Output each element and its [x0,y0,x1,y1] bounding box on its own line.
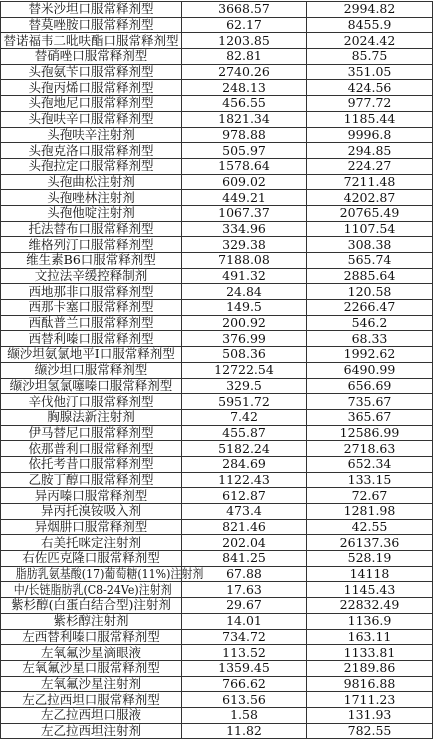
drug-name-cell [1,205,182,221]
drug-name-cell [1,331,182,347]
value-2-cell: 782.55 [307,723,433,739]
drug-name-cell [1,660,182,676]
value-1-cell: 2740.26 [182,64,307,80]
value-2-cell: 224.27 [307,158,433,174]
drug-name: 伊马替尼口服常释剂型 [28,424,154,440]
value-2-cell: 12586.99 [307,425,433,441]
value-1-cell: 1578.64 [182,158,307,174]
value-2-cell: 652.34 [307,456,433,472]
drug-name-cell [1,613,182,629]
table-row [1,362,433,378]
value-2-cell: 735.67 [307,394,433,410]
drug-name-cell [1,566,204,582]
table-row [1,143,433,159]
table-row [1,566,433,582]
value-2-cell: 68.33 [307,331,433,347]
table-row [1,551,433,567]
value-2-cell: 546.2 [307,315,433,331]
value-1-cell: 200.92 [182,315,307,331]
table-body [1,2,433,739]
drug-name-cell [1,425,182,441]
drug-name-cell [1,472,182,488]
table-row [1,472,433,488]
value-2-cell: 8455.9 [307,17,433,33]
drug-name: 缬沙坦氨氯地平Ⅰ口服常释剂型 [7,346,175,362]
drug-name: 文拉法辛缓控释制剂 [34,268,148,284]
value-1-cell: 14.01 [182,613,307,629]
drug-name: 紫杉醇(白蛋白结合型)注射剂 [11,597,171,613]
table-row [1,158,433,174]
drug-name-cell [1,645,182,661]
table-row [1,598,433,614]
value-1-cell: 62.17 [182,17,307,33]
drug-name: 头孢呋辛口服常释剂型 [28,111,154,127]
drug-name-cell [1,268,182,284]
drug-name-cell [1,300,182,316]
value-1-cell: 113.52 [182,645,307,661]
value-2-cell: 9816.88 [307,676,433,692]
value-1-cell: 284.69 [182,456,307,472]
value-2-cell: 4202.87 [307,190,433,206]
drug-name-cell [1,174,182,190]
drug-name-cell [1,504,182,520]
table-row [1,488,433,504]
value-1-cell: 82.81 [182,49,307,65]
drug-name: 异烟肼口服常释剂型 [34,519,148,535]
drug-name: 替莫唑胺口服常释剂型 [28,17,154,33]
value-2-cell: 131.93 [307,707,433,723]
table-row [1,268,433,284]
value-1-cell: 1203.85 [182,33,307,49]
value-2-cell: 294.85 [307,143,433,159]
value-1-cell: 473.4 [182,504,307,520]
value-1-cell: 3668.57 [182,2,307,18]
value-1-cell: 612.87 [182,488,307,504]
drug-name: 替米沙坦口服常释剂型 [28,1,154,17]
drug-data-table [0,1,433,739]
table-row [1,519,433,535]
table-row [1,284,433,300]
table-row [1,174,433,190]
value-1-cell: 149.5 [182,300,307,316]
drug-name-cell [1,441,182,457]
value-1-cell: 1821.34 [182,111,307,127]
drug-name-cell [1,347,182,363]
table-row [1,692,433,708]
drug-name-cell [1,723,182,739]
value-2-cell: 72.67 [307,488,433,504]
drug-name-cell [1,2,182,18]
drug-name-cell [1,111,182,127]
drug-name: 缬沙坦氢氯噻嗪口服常释剂型 [9,377,173,393]
table-row [1,378,433,394]
table-row [1,456,433,472]
drug-name-cell [1,394,182,410]
value-2-cell: 2266.47 [307,300,433,316]
drug-name: 左西替利嗪口服常释剂型 [22,628,160,644]
value-2-cell: 1992.62 [307,347,433,363]
drug-name: 头孢呋辛注射剂 [47,126,135,142]
drug-name: 依托考昔口服常释剂型 [28,456,154,472]
value-2-cell: 565.74 [307,253,433,269]
drug-name-cell [1,237,182,253]
value-2-cell: 424.56 [307,80,433,96]
drug-name: 依那普利口服常释剂型 [28,440,154,456]
drug-name: 右佐匹克隆口服常释剂型 [22,550,160,566]
value-1-cell: 609.02 [182,174,307,190]
value-1-cell: 455.87 [182,425,307,441]
table-row [1,645,433,661]
value-2-cell: 1133.81 [307,645,433,661]
table-row [1,707,433,723]
value-1-cell: 17.63 [182,582,307,598]
value-2-cell: 42.55 [307,519,433,535]
drug-name: 维格列汀口服常释剂型 [28,236,154,252]
drug-name: 托法替布口服常释剂型 [28,220,154,236]
drug-name-cell [1,96,182,112]
value-1-cell: 1122.43 [182,472,307,488]
table-row [1,613,433,629]
value-2-cell: 1185.44 [307,111,433,127]
value-2-cell: 308.38 [307,237,433,253]
value-1-cell: 508.36 [182,347,307,363]
value-1-cell: 24.84 [182,284,307,300]
drug-name-cell [1,582,182,598]
table-row [1,425,433,441]
table-row [1,441,433,457]
value-2-cell: 26137.36 [307,535,433,551]
value-1-cell: 11.82 [182,723,307,739]
value-1-cell: 505.97 [182,143,307,159]
drug-name: 替硝唑口服常释剂型 [34,48,148,64]
value-1-cell: 7.42 [182,409,307,425]
drug-name-cell [1,456,182,472]
drug-name: 西地那非口服常释剂型 [28,283,154,299]
value-2-cell: 22832.49 [307,598,433,614]
table-row [1,300,433,316]
value-2-cell: 1145.43 [307,582,433,598]
value-2-cell: 7211.48 [307,174,433,190]
drug-name-cell [1,535,182,551]
drug-name-cell [1,598,182,614]
value-1-cell: 334.96 [182,221,307,237]
table-row [1,80,433,96]
value-2-cell: 163.11 [307,629,433,645]
value-2-cell: 2885.64 [307,268,433,284]
table-row [1,221,433,237]
drug-name-cell [1,409,182,425]
drug-name-cell [1,221,182,237]
table-row [1,582,433,598]
drug-name-cell [1,551,182,567]
drug-name: 西酞普兰口服常释剂型 [28,315,154,331]
table-row [1,504,433,520]
drug-name: 头孢丙烯口服常释剂型 [28,79,154,95]
drug-name-cell [1,707,182,723]
value-1-cell: 491.32 [182,268,307,284]
table-row [1,394,433,410]
value-1-cell: 7188.08 [182,253,307,269]
value-1-cell: 329.38 [182,237,307,253]
table-row [1,237,433,253]
value-1-cell: 67.88 [182,566,307,582]
drug-name: 紫杉醇注射剂 [53,613,129,629]
drug-name: 左乙拉西坦口服液 [40,707,141,723]
drug-name-cell [1,64,182,80]
table-row [1,535,433,551]
table-row [1,49,433,65]
value-1-cell: 456.55 [182,96,307,112]
drug-name-cell [1,190,182,206]
drug-name-cell [1,315,182,331]
value-1-cell: 376.99 [182,331,307,347]
value-1-cell: 29.67 [182,598,307,614]
drug-name: 辛伐他汀口服常释剂型 [28,393,154,409]
drug-name: 中/长链脂肪乳(C8-24Ve)注射剂 [13,581,172,597]
value-1-cell: 821.46 [182,519,307,535]
value-2-cell: 14118 [307,566,433,582]
table-row [1,409,433,425]
drug-name: 乙胺丁醇口服常释剂型 [28,471,154,487]
table-row [1,347,433,363]
drug-name-cell [1,33,182,49]
value-2-cell: 9996.8 [307,127,433,143]
value-1-cell: 248.13 [182,80,307,96]
table-row [1,17,433,33]
value-2-cell: 120.58 [307,284,433,300]
drug-name: 左氧氟沙星口服常释剂型 [22,660,160,676]
value-1-cell: 5182.24 [182,441,307,457]
table-row [1,111,433,127]
drug-name: 头孢地尼口服常释剂型 [28,95,154,111]
drug-name-cell [1,362,182,378]
drug-name: 右美托咪定注射剂 [40,534,141,550]
value-2-cell: 2189.86 [307,660,433,676]
value-2-cell: 1136.9 [307,613,433,629]
table-row [1,253,433,269]
value-2-cell: 1107.54 [307,221,433,237]
drug-name-cell [1,253,182,269]
drug-name-cell [1,143,182,159]
table-row [1,723,433,739]
drug-name-cell [1,519,182,535]
drug-name: 头孢克洛口服常释剂型 [28,142,154,158]
value-1-cell: 202.04 [182,535,307,551]
drug-name: 左氧氟沙星注射剂 [40,675,141,691]
table-row [1,660,433,676]
value-2-cell: 85.75 [307,49,433,65]
drug-name-cell [1,127,182,143]
value-1-cell: 12722.54 [182,362,307,378]
value-1-cell: 5951.72 [182,394,307,410]
value-2-cell: 1711.23 [307,692,433,708]
value-1-cell: 1.58 [182,707,307,723]
value-2-cell: 2994.82 [307,2,433,18]
value-1-cell: 734.72 [182,629,307,645]
table-row [1,96,433,112]
table-row [1,315,433,331]
value-1-cell: 613.56 [182,692,307,708]
value-1-cell: 841.25 [182,551,307,567]
table-row [1,2,433,18]
drug-name-cell [1,629,182,645]
drug-name: 维生素B6口服常释剂型 [26,252,156,268]
drug-name-cell [1,17,182,33]
value-2-cell: 2024.42 [307,33,433,49]
drug-name: 左氧氟沙星滴眼液 [40,644,141,660]
value-2-cell: 1281.98 [307,504,433,520]
value-2-cell: 977.72 [307,96,433,112]
table-row [1,127,433,143]
value-2-cell: 365.67 [307,409,433,425]
table-row [1,676,433,692]
drug-name: 异丙托溴铵吸入剂 [40,503,141,519]
table-row [1,33,433,49]
value-1-cell: 329.5 [182,378,307,394]
drug-name-cell [1,676,182,692]
drug-name: 脂肪乳氨基酸(17)葡萄糖(11%)注射剂 [15,566,204,582]
value-1-cell: 766.62 [182,676,307,692]
drug-name-cell [1,488,182,504]
value-1-cell: 449.21 [182,190,307,206]
drug-name: 左乙拉西坦口服常释剂型 [22,691,160,707]
value-1-cell: 1359.45 [182,660,307,676]
drug-name-cell [1,692,182,708]
value-1-cell: 978.88 [182,127,307,143]
value-1-cell: 1067.37 [182,205,307,221]
value-2-cell: 133.15 [307,472,433,488]
drug-name: 左乙拉西坦注射剂 [40,722,141,738]
drug-name: 异丙嗪口服常释剂型 [34,487,148,503]
drug-name: 头孢唑林注射剂 [47,189,135,205]
drug-name: 头孢曲松注射剂 [47,173,135,189]
drug-name: 头孢他啶注射剂 [47,205,135,221]
table-row [1,629,433,645]
table-row [1,64,433,80]
drug-name: 缬沙坦口服常释剂型 [34,362,148,378]
drug-name-cell [1,284,182,300]
drug-name-cell [1,378,182,394]
drug-name-cell [1,80,182,96]
value-2-cell: 351.05 [307,64,433,80]
drug-name: 西那卡塞口服常释剂型 [28,299,154,315]
value-2-cell: 6490.99 [307,362,433,378]
value-2-cell: 20765.49 [307,205,433,221]
table-row [1,205,433,221]
drug-name: 胸腺法新注射剂 [47,409,135,425]
drug-name-cell [1,158,182,174]
value-2-cell: 656.69 [307,378,433,394]
drug-name: 西替利嗪口服常释剂型 [28,330,154,346]
drug-name: 头孢拉定口服常释剂型 [28,158,154,174]
value-2-cell: 528.19 [307,551,433,567]
drug-name: 头孢氨苄口服常释剂型 [28,64,154,80]
value-2-cell: 2718.63 [307,441,433,457]
drug-name-cell [1,49,182,65]
table-row [1,190,433,206]
table-row [1,331,433,347]
drug-name: 替诺福韦二吡呋酯口服常释剂型 [3,32,179,48]
